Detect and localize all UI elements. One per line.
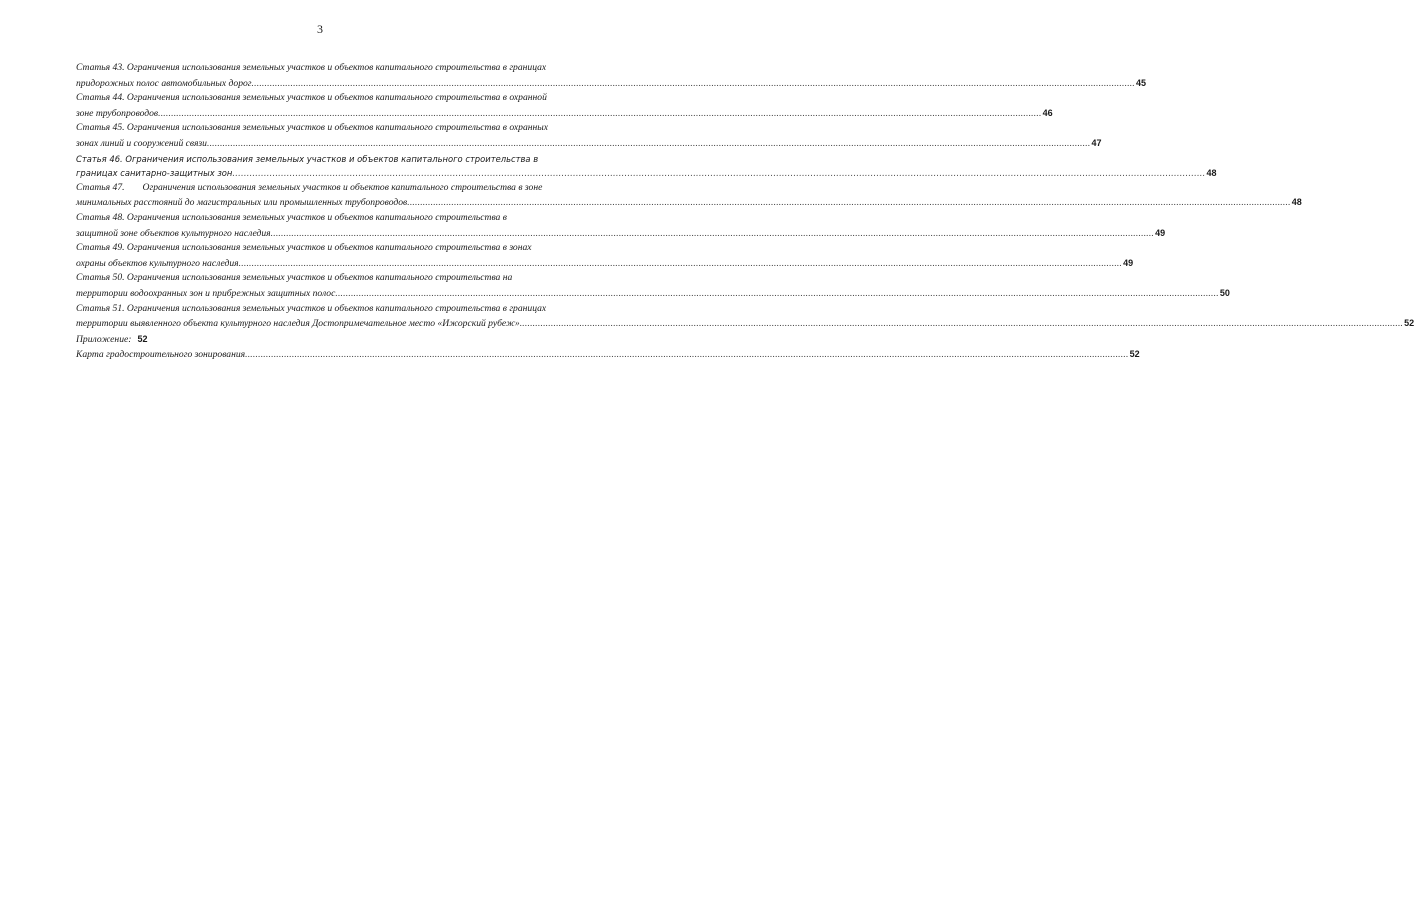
toc-entry-title-line: Статья 50. Ограничения использования земельных участков и объектов капитального строительства на <box>76 272 513 284</box>
toc-page-number: 52 <box>137 333 148 344</box>
appendix-label: Приложение: <box>76 333 132 345</box>
toc-page-number: 48 <box>1206 168 1217 179</box>
toc-entry-appendix[interactable] <box>76 332 626 348</box>
toc-entry-title-cont: охраны объектов культурного наследия <box>76 257 239 269</box>
toc-entry-title-line: Ограничения использования земельных участков и объектов капитального строительства в зоне <box>142 181 543 193</box>
toc-entry-title-line: Статья 48. Ограничения использования земельных участков и объектов капитального строительства в <box>76 211 507 223</box>
dot-leader: .................................................................................................................................................................................................................................................................................................................................................... <box>270 227 1155 239</box>
dot-leader: .................................................................................................................................................................................................................................................................................................................................................... <box>232 168 1206 179</box>
appendix-line <box>76 332 626 348</box>
toc-entry-title-line: Статья 44. Ограничения использования земельных участков и объектов капитального строительства в охранной <box>76 92 547 104</box>
toc-entry-45[interactable] <box>76 121 1102 151</box>
toc-entry-title-cont: зоне трубопроводов <box>76 107 159 119</box>
dot-leader: .................................................................................................................................................................................................................................................................................................................................................... <box>519 318 1404 330</box>
toc-entry-title-cont: зонах линий и сооружений связи <box>76 137 207 149</box>
toc-page-number: 45 <box>1136 77 1147 88</box>
toc-entry-title-cont: территории водоохранных зон и прибрежных защитных полос <box>76 287 336 299</box>
dot-leader: .................................................................................................................................................................................................................................................................................................................................................... <box>407 197 1291 209</box>
toc-entry-51[interactable] <box>76 302 1414 332</box>
dot-leader: .................................................................................................................................................................................................................................................................................................................................................... <box>238 257 1123 269</box>
toc-entry-43[interactable] <box>76 61 1147 91</box>
toc-entry-title-cont: защитной зоне объектов культурного наследия <box>76 227 271 239</box>
toc-entry-zoning-map[interactable] <box>76 347 1140 363</box>
toc-page-number: 52 <box>1404 318 1414 329</box>
dot-leader: .................................................................................................................................................................................................................................................................................................................................................... <box>245 349 1129 361</box>
toc-entry-title-cont: границах санитарно-защитных зон <box>76 168 233 179</box>
table-of-contents <box>76 61 1414 363</box>
toc-entry-title-line: Статья 51. Ограничения использования земельных участков и объектов капитального строительства в границах <box>76 302 547 314</box>
toc-page-number: 48 <box>1291 197 1302 208</box>
toc-page-number: 52 <box>1129 349 1140 360</box>
toc-entry-prefix: Статья 47. <box>76 181 125 193</box>
toc-entry-48[interactable] <box>76 211 1166 241</box>
dot-leader: .................................................................................................................................................................................................................................................................................................................................................... <box>206 137 1091 149</box>
toc-entry-title-line-wrap <box>76 181 626 196</box>
toc-entry-title-line: Статья 49. Ограничения использования земельных участков и объектов капитального строительства в зонах <box>76 242 532 254</box>
toc-entry-title-line: Статья 46. Ограничения использования земельных участков и объектов капитального строительства в <box>76 153 539 164</box>
toc-entry-47[interactable] <box>76 181 1302 211</box>
toc-entry-title-line: Статья 45. Ограничения использования земельных участков и объектов капитального строительства в охранных <box>76 122 549 134</box>
toc-entry-title-cont: минимальных расстояний до магистральных или промышленных трубопроводов <box>76 197 408 209</box>
page-number: 3 <box>317 22 323 36</box>
toc-entry-49[interactable] <box>76 241 1134 271</box>
dot-leader: .................................................................................................................................................................................................................................................................................................................................................... <box>251 77 1135 89</box>
toc-page-number: 49 <box>1155 227 1166 238</box>
toc-page-number: 49 <box>1123 257 1134 268</box>
toc-entry-title-cont: придорожных полос автомобильных дорог <box>76 77 252 89</box>
toc-entry-50[interactable] <box>76 271 1230 301</box>
toc-entry-title-line: Статья 43. Ограничения использования земельных участков и объектов капитального строительства в границах <box>76 62 547 73</box>
toc-entry-title: Карта градостроительного зонирования <box>76 349 246 361</box>
toc-entry-title-cont: территории выявленного объекта культурного наследия Достопримечательное место «Ижорский рубеж» <box>76 318 520 330</box>
toc-page-number: 46 <box>1042 107 1053 118</box>
dot-leader: .................................................................................................................................................................................................................................................................................................................................................... <box>158 107 1042 119</box>
toc-entry-44[interactable] <box>76 91 1053 121</box>
toc-page-number: 47 <box>1091 137 1102 148</box>
toc-entry-46[interactable] <box>76 152 1217 181</box>
toc-page-number: 50 <box>1219 287 1230 298</box>
dot-leader: .................................................................................................................................................................................................................................................................................................................................................... <box>335 287 1219 299</box>
